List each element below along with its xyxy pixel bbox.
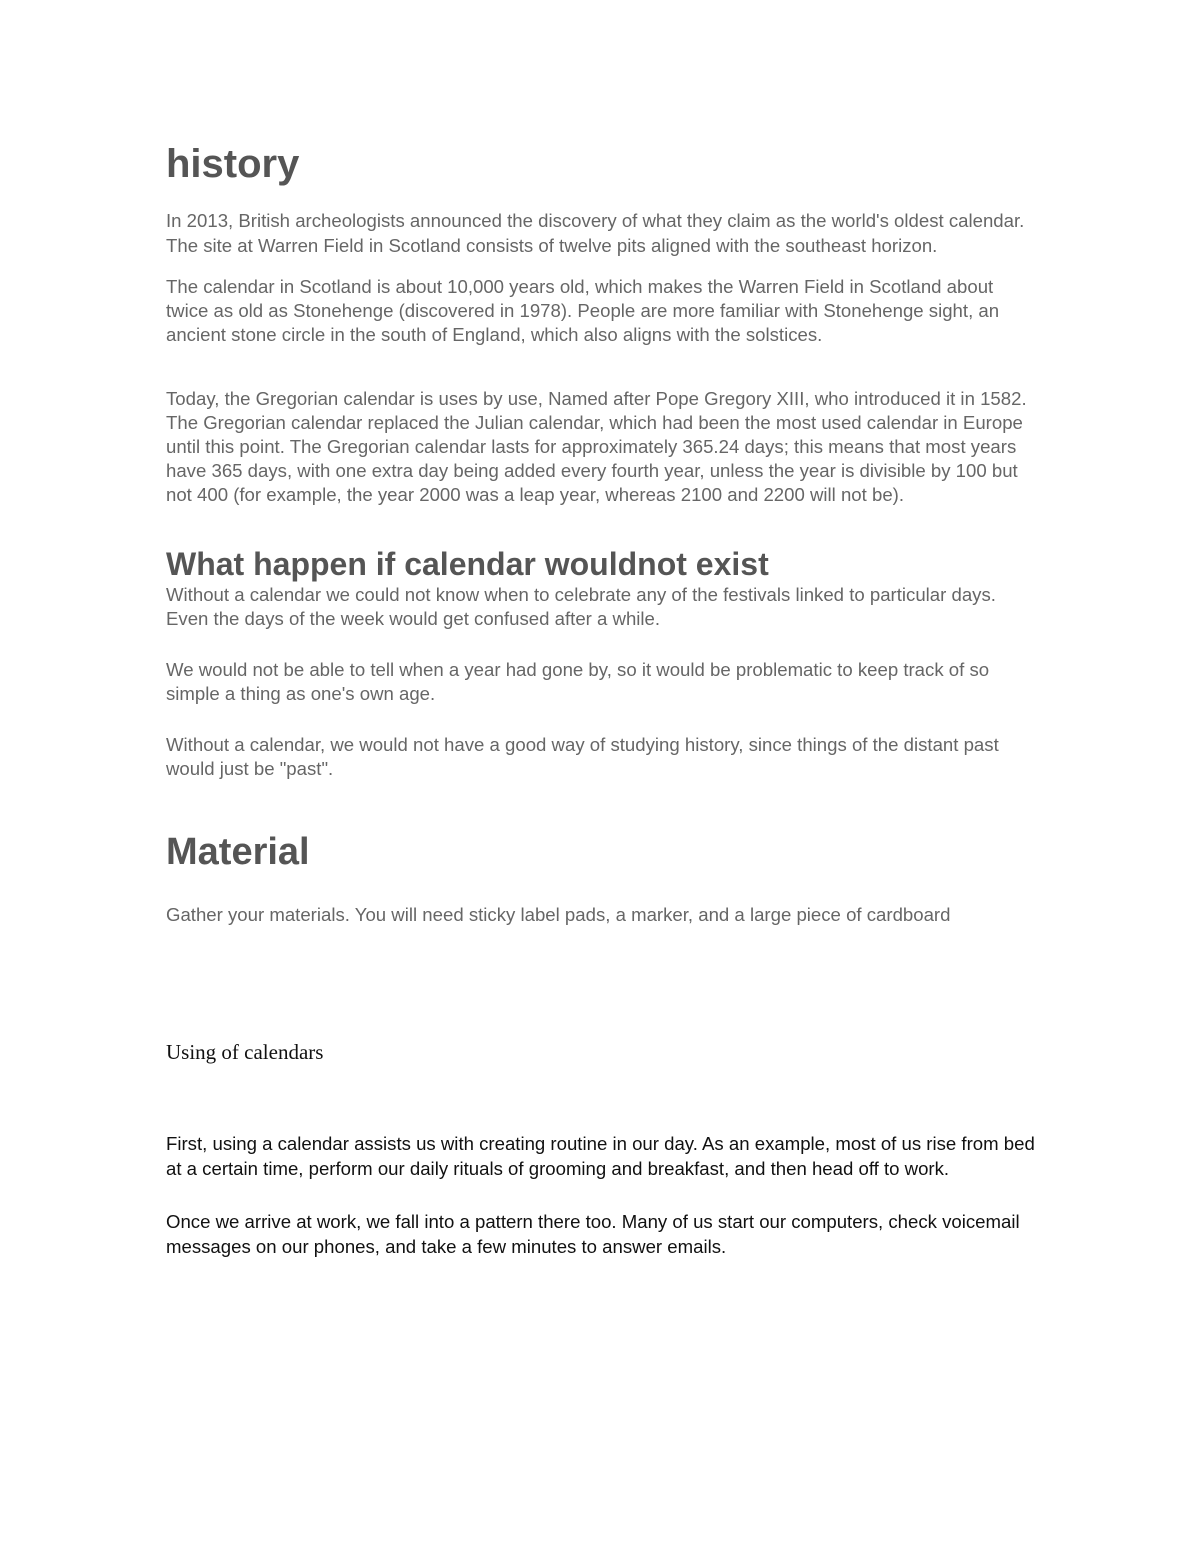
paragraph-using-1: First, using a calendar assists us with creating routine in our day. As an example, most of us rise from bed at a certain time, perform our daily rituals of grooming and breakfast, and then head off to work. — [166, 1133, 1035, 1179]
paragraph-what-happen-3: Without a calendar, we would not have a good way of studying history, since things of the distant past would just be "past". — [166, 734, 999, 779]
heading-using-calendars: Using of calendars — [166, 1040, 324, 1064]
paragraph-what-happen-2: We would not be able to tell when a year had gone by, so it would be problematic to keep track of so simple a thing as one's own age. — [166, 659, 990, 704]
paragraph-using-2: Once we arrive at work, we fall into a pattern there too. Many of us start our computers, check voicemail messages on our phones, and take a few minutes to answer emails. — [166, 1211, 1020, 1257]
paragraph-history-3: Today, the Gregorian calendar is uses by use, Named after Pope Gregory XIII, who introduced it in 1582. The Gregorian calendar replaced the Julian calendar, which had been the most used calendar in Europe until this point. The Gregorian calendar lasts for approximately 365.24 days; this means that most years have 365 days, with one extra day being added every fourth year, unless the year is divisible by 100 but not 400 (for example, the year 2000 was a leap year, whereas 2100 and 2200 will not be). — [166, 388, 1027, 505]
heading-history: history — [166, 142, 300, 186]
heading-material: Material — [166, 831, 310, 873]
paragraph-material-1: Gather your materials. You will need sticky label pads, a marker, and a large piece of cardboard — [166, 904, 951, 925]
paragraph-history-2: The calendar in Scotland is about 10,000 years old, which makes the Warren Field in Scotland about twice as old as Stonehenge (discovered in 1978). People are more familiar with Stonehenge sight, an ancient stone circle in the south of England, which also aligns with the solstices. — [166, 276, 1000, 345]
heading-what-happen: What happen if calendar wouldnot exist — [166, 546, 769, 582]
paragraph-what-happen-1: Without a calendar we could not know when to celebrate any of the festivals linked to particular days. Even the days of the week would get confused after a while. — [166, 584, 996, 629]
paragraph-history-1: In 2013, British archeologists announced the discovery of what they claim as the world's oldest calendar. The site at Warren Field in Scotland consists of twelve pits aligned with the southeast horizon. — [166, 210, 1025, 256]
document-body — [166, 140, 1036, 1259]
